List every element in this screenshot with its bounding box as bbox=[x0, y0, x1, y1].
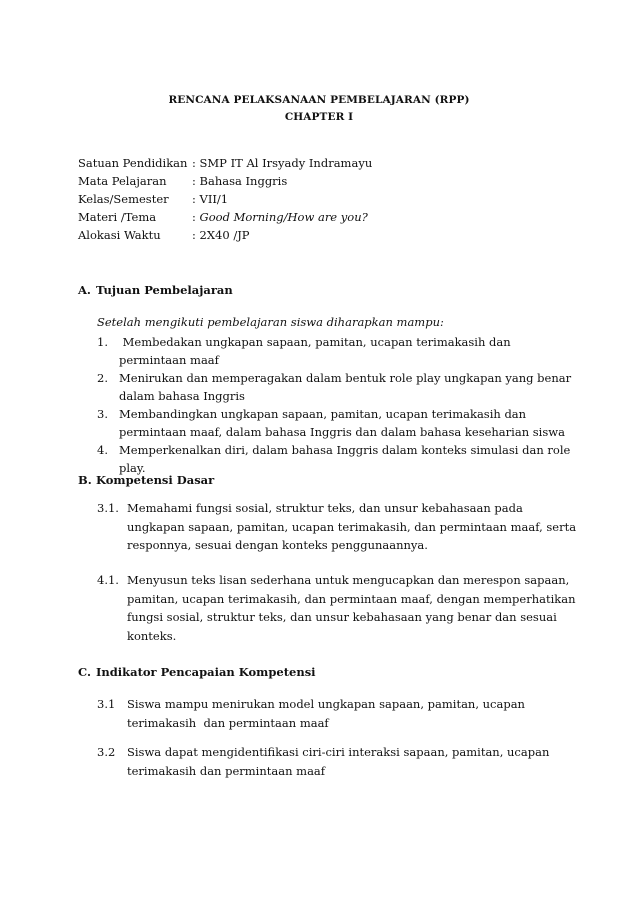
section-title: Kompetensi Dasar bbox=[96, 473, 215, 487]
document-subtitle: CHAPTER I bbox=[284, 111, 354, 123]
identity-row bbox=[78, 190, 372, 208]
objectives-intro: Setelah mengikuti pembelajaran siswa diharapkan mampu: bbox=[97, 315, 444, 329]
identity-label: Mata Pelajaran bbox=[78, 174, 167, 188]
indicator-text: Siswa dapat mengidentifikasi ciri-ciri interaksi sapaan, pamitan, ucapan terimakasih dan permintaan maaf bbox=[127, 745, 550, 778]
objectives-list bbox=[97, 333, 577, 477]
identity-value: : VII/1 bbox=[192, 192, 229, 206]
section-letter: C. bbox=[78, 665, 91, 679]
indicator-number: 3.2 bbox=[97, 745, 116, 759]
identity-row bbox=[78, 172, 372, 190]
competency-text: Memahami fungsi sosial, struktur teks, dan unsur kebahasaan pada ungkapan sapaan, pamitan, ucapan terimakasih, dan permintaan maaf, serta responnya, sesuai dengan konteks penggunaannya. bbox=[127, 501, 577, 552]
indicator-item bbox=[97, 695, 577, 732]
list-item bbox=[97, 405, 577, 441]
document-title: RENCANA PELAKSANAAN PEMBELAJARAN (RPP) bbox=[168, 94, 470, 106]
competency-item bbox=[97, 571, 577, 645]
list-number: 1. bbox=[97, 335, 108, 349]
section-heading-a bbox=[78, 283, 233, 297]
list-number: 3. bbox=[97, 407, 108, 421]
section-title: Indikator Pencapaian Kompetensi bbox=[96, 665, 316, 679]
identity-value-theme: Good Morning/How are you? bbox=[199, 210, 368, 224]
identity-value: : 2X40 /JP bbox=[192, 228, 250, 242]
indicator-text: Siswa mampu menirukan model ungkapan sapaan, pamitan, ucapan terimakasih dan permintaan maaf bbox=[127, 697, 529, 730]
identity-label: Alokasi Waktu bbox=[78, 228, 161, 242]
list-number: 4. bbox=[97, 443, 108, 457]
list-item bbox=[97, 369, 577, 405]
competency-text: Menyusun teks lisan sederhana untuk mengucapkan dan merespon sapaan, pamitan, ucapan terimakasih, dan permintaan maaf, dengan memperhatikan fungsi sosial, struktur teks, dan unsur kebahasaan yang benar dan sesuai konteks. bbox=[127, 573, 576, 643]
identity-block bbox=[78, 154, 372, 244]
list-text: Memperkenalkan diri, dalam bahasa Inggris dalam konteks simulasi dan role play. bbox=[119, 443, 571, 475]
section-heading-c bbox=[78, 665, 316, 679]
identity-colon: : bbox=[192, 210, 200, 224]
identity-label: Materi /Tema bbox=[78, 210, 157, 224]
identity-value: : SMP IT Al Irsyady Indramayu bbox=[192, 156, 373, 170]
section-letter: A. bbox=[78, 283, 91, 297]
identity-value: : Bahasa Inggris bbox=[192, 174, 288, 188]
list-item bbox=[97, 333, 577, 369]
competency-number: 4.1. bbox=[97, 573, 119, 587]
identity-label: Kelas/Semester bbox=[78, 192, 169, 206]
list-text: Membedakan ungkapan sapaan, pamitan, ucapan terimakasih dan permintaan maaf bbox=[119, 335, 515, 367]
list-number: 2. bbox=[97, 371, 108, 385]
section-letter: B. bbox=[78, 473, 92, 487]
section-title: Tujuan Pembelajaran bbox=[96, 283, 233, 297]
identity-row bbox=[78, 154, 372, 172]
list-item bbox=[97, 441, 577, 477]
identity-label: Satuan Pendidikan bbox=[78, 156, 188, 170]
identity-row bbox=[78, 226, 372, 244]
indicator-number: 3.1 bbox=[97, 697, 116, 711]
competency-number: 3.1. bbox=[97, 501, 119, 515]
competency-item bbox=[97, 499, 577, 555]
list-text: Membandingkan ungkapan sapaan, pamitan, ucapan terimakasih dan permintaan maaf, dalam bahasa Inggris dan dalam bahasa keseharian siswa bbox=[119, 407, 565, 439]
section-heading-b bbox=[78, 473, 214, 487]
identity-row bbox=[78, 208, 372, 226]
indicator-item bbox=[97, 743, 577, 780]
list-text: Menirukan dan memperagakan dalam bentuk role play ungkapan yang benar dalam bahasa Inggris bbox=[119, 371, 572, 403]
